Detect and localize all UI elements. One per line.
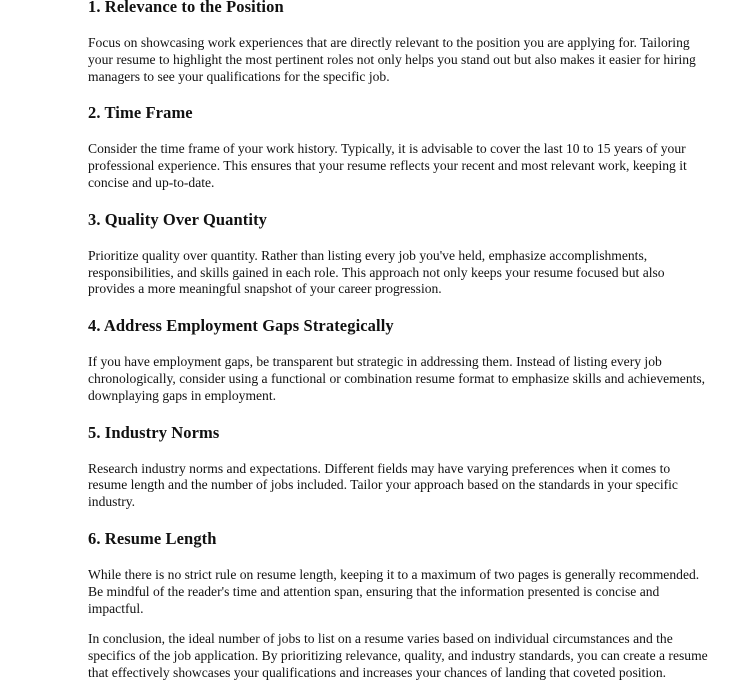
section-employment-gaps: [88, 312, 708, 404]
section-quality: [88, 206, 708, 298]
section-relevance: [88, 0, 708, 85]
section-body: Research industry norms and expectations. Different fields may have varying preferences when it comes to resume length and the number of jobs included. Tailor your approach based on the standards in your specific industry.: [88, 460, 678, 510]
section-heading: 5. Industry Norms: [88, 422, 220, 442]
section-heading: 3. Quality Over Quantity: [88, 209, 268, 229]
section-heading: 6. Resume Length: [88, 528, 217, 548]
section-body: Prioritize quality over quantity. Rather than listing every job you've held, emphasize accomplishments, responsibilities, and skills gained in each role. This approach not only keeps your resume focused but also provides a more meaningful snapshot of your career progression.: [88, 247, 665, 297]
section-heading: 2. Time Frame: [88, 103, 193, 123]
conclusion-paragraph: In conclusion, the ideal number of jobs to list on a resume varies based on individual circumstances and the specifics of the job application. By prioritizing relevance, quality, and industry standards, you can create a resume that effectively showcases your qualifications and increases your chances of landing that coveted position.: [88, 631, 708, 680]
section-industry-norms: [88, 419, 708, 511]
section-body: Focus on showcasing work experiences that are directly relevant to the position you are applying for. Tailoring your resume to highlight the most pertinent roles not only helps you stand out but also makes it easier for hiring managers to see your qualifications for the specific job.: [88, 35, 696, 84]
section-time-frame: [88, 99, 708, 191]
document-page: [88, 0, 708, 682]
section-resume-length: [88, 525, 708, 617]
section-body: Consider the time frame of your work history. Typically, it is advisable to cover the last 10 to 15 years of your professional experience. This ensures that your resume reflects your recent and most relevant work, keeping it concise and up-to-date.: [88, 141, 687, 190]
section-body: If you have employment gaps, be transparent but strategic in addressing them. Instead of listing every job chronologically, consider using a functional or combination resume format to emphasize skills and achievements, downplaying gaps in employment.: [88, 354, 706, 403]
section-body: While there is no strict rule on resume length, keeping it to a maximum of two pages is generally recommended. Be mindful of the reader's time and attention span, ensuring that the information presented is concise and impactful.: [88, 566, 700, 616]
section-heading: 1. Relevance to the Position: [88, 0, 284, 16]
section-heading: 4. Address Employment Gaps Strategically: [88, 316, 394, 336]
